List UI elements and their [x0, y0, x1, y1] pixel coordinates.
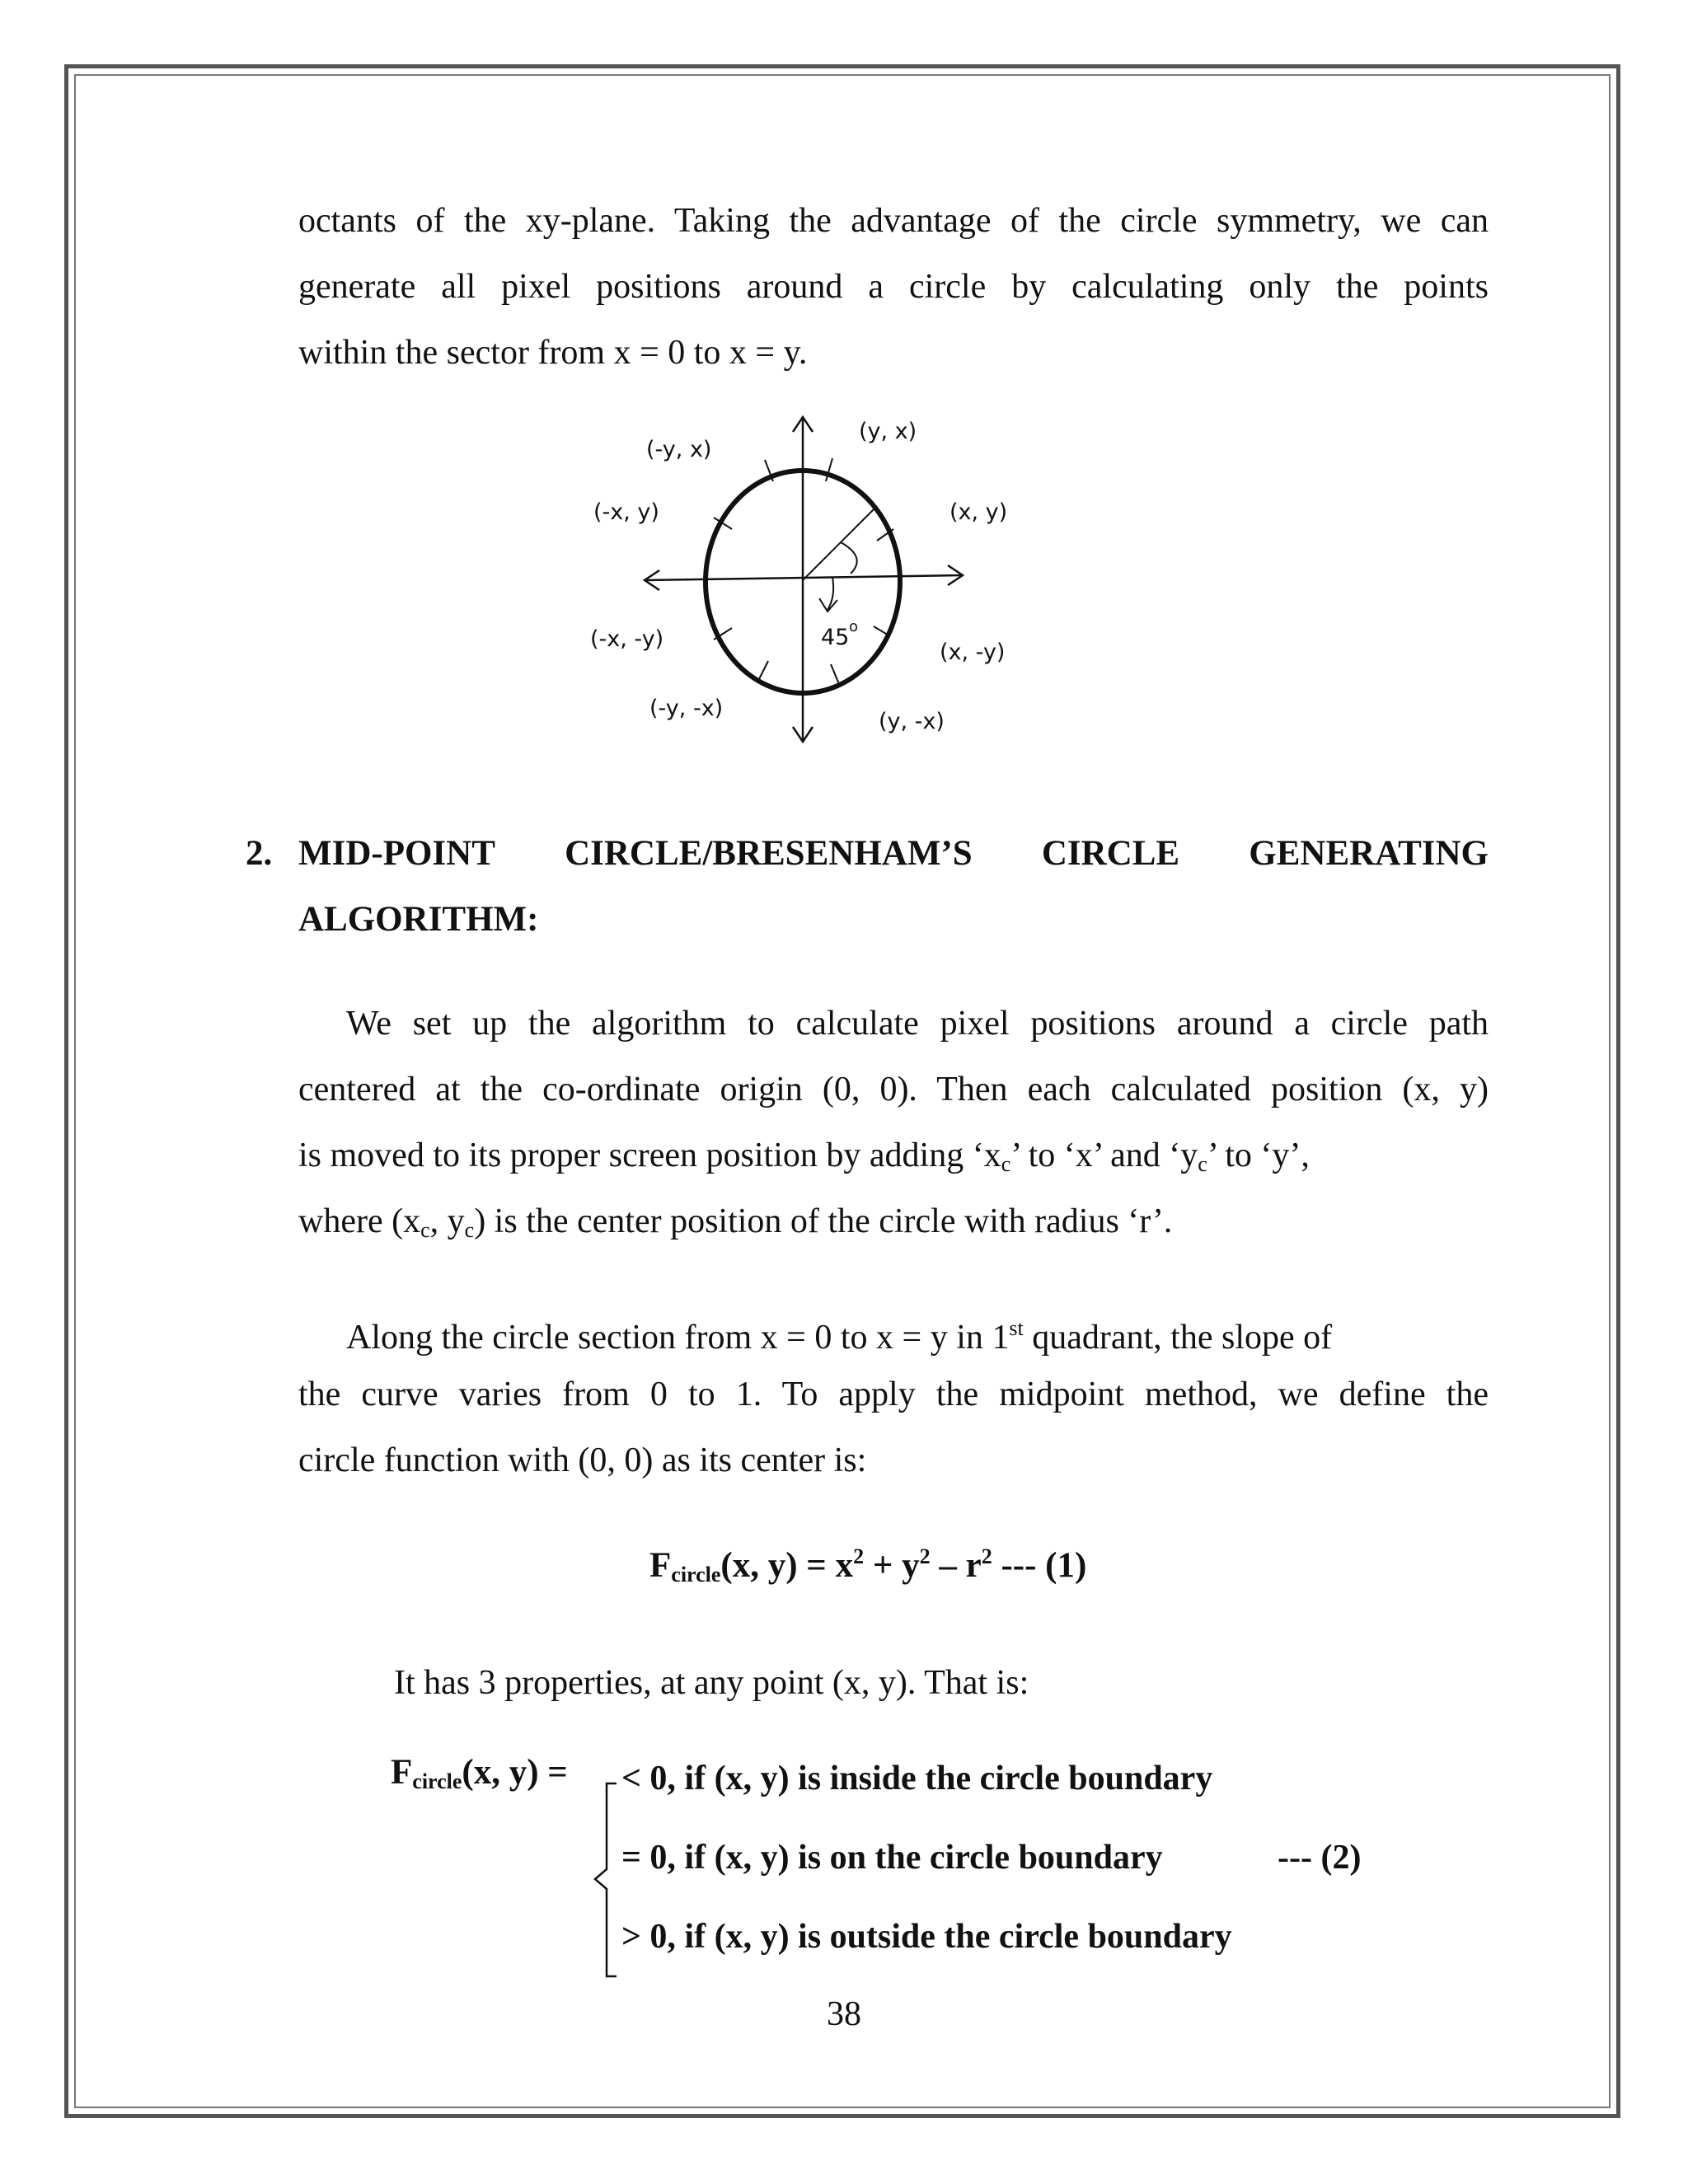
label-x-y: (x, y) — [950, 499, 1008, 525]
label-neg-y-neg-x: (-y, -x) — [649, 696, 724, 721]
cases-brace — [592, 1782, 625, 1980]
p2-line-3: circle function with (0, 0) as its center is: — [298, 1441, 867, 1479]
intro-paragraph — [298, 188, 1489, 386]
intro-line-2: generate all pixel positions around a circle by calculating only the points — [298, 268, 1489, 306]
p1-line-3: is moved to its proper screen position by adding ‘$x_c$’ to ‘x’ and ‘$y_c$’ to ‘y’, — [298, 1137, 1310, 1176]
section-number: 2. — [246, 834, 273, 873]
case-outside: > 0, if (x, y) is outside the circle boundary — [621, 1918, 1232, 1956]
case-on: = 0, if (x, y) is on the circle boundary — [621, 1839, 1163, 1877]
title-word-1: MID-POINT — [298, 834, 495, 873]
label-y-neg-x: (y, -x) — [879, 709, 945, 734]
paragraph-1 — [298, 991, 1489, 1254]
label-y-x: (y, x) — [859, 419, 917, 444]
label-degree: o — [849, 618, 859, 635]
label-x-neg-y: (x, -y) — [940, 640, 1006, 665]
p1-line-1: We set up the algorithm to calculate pixel positions around a circle path — [346, 1005, 1489, 1043]
label-angle: 45 — [821, 625, 850, 650]
tick-mark — [758, 661, 768, 681]
p2-line-1: Along the circle section from x = 0 to x = y in 1st quadrant, the slope of — [346, 1316, 1333, 1357]
equation-2-tag: --- (2) — [1278, 1839, 1362, 1877]
intro-line-3: within the sector from x = 0 to x = y. — [298, 334, 808, 372]
label-neg-x-neg-y: (-x, -y) — [590, 626, 664, 652]
angle-pointer-head — [819, 598, 837, 612]
section-title-line-2: ALGORITHM: — [298, 900, 539, 939]
paragraph-2 — [298, 1296, 1489, 1493]
equation-2-lhs: $F_{circle}(x$, y) = — [391, 1753, 568, 1793]
properties-intro: It has 3 properties, at any point (x, y). That is: — [394, 1664, 1029, 1702]
equation-1: $F_{circle}(x$, $y) = x^2 + y^2 - r^2$ --- (1) — [649, 1544, 1087, 1586]
tick-mark — [831, 664, 839, 684]
p1-line-4: where ($x_c$, $y_c$) is the center position of the circle with radius ‘r’. — [298, 1202, 1173, 1242]
p1-line-2: centered at the co-ordinate origin (0, 0). Then each calculated position (x, y) — [298, 1071, 1489, 1108]
title-word-4: GENERATING — [1249, 834, 1489, 873]
page-number: 38 — [827, 1995, 861, 2033]
title-word-2: CIRCLE/BRESENHAM’S — [565, 834, 973, 873]
circle-symmetry-diagram — [560, 404, 1022, 766]
title-word-3: CIRCLE — [1041, 834, 1180, 873]
angle-arc — [841, 542, 857, 574]
label-neg-y-x: (-y, x) — [646, 437, 712, 462]
case-inside: < 0, if (x, y) is inside the circle boundary — [621, 1760, 1213, 1797]
label-neg-x-y: (-x, y) — [593, 499, 659, 525]
intro-line-1: octants of the xy-plane. Taking the advantage of the circle symmetry, we can — [298, 202, 1489, 240]
radius-45-line — [803, 509, 874, 580]
p2-line-2: the curve varies from 0 to 1. To apply the midpoint method, we define the — [298, 1376, 1489, 1413]
section-title-line-1 — [298, 821, 1489, 887]
